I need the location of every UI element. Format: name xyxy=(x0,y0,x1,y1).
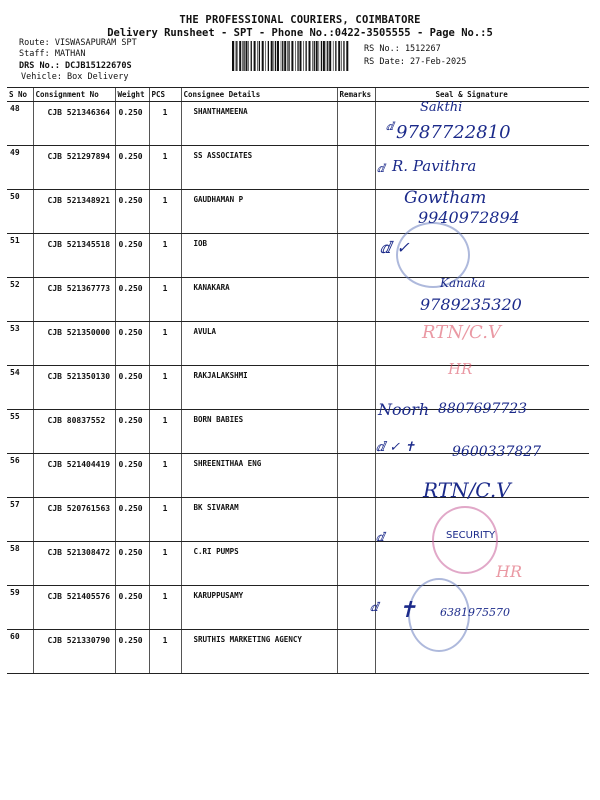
signature-row60-phone: 6381975570 xyxy=(440,606,510,619)
signature-row48-name: Sakthi xyxy=(420,100,463,115)
cell-pcs: 1 xyxy=(149,498,181,542)
cell-consignee-details: KANAKARA xyxy=(181,278,337,322)
cell-pcs: 1 xyxy=(149,410,181,454)
signature-row49: R. Pavithra xyxy=(392,157,477,175)
route-label: Route: VISWASAPURAM SPT xyxy=(19,38,137,48)
staff-label: Staff: MATHAN xyxy=(19,49,86,59)
cell-consignment-no: CJB 521345518 xyxy=(33,234,115,278)
tick-mark: ⅆ xyxy=(386,120,394,133)
signature-row50-name: Gowtham xyxy=(404,188,487,208)
remark-row59: HR xyxy=(496,562,522,581)
signature-row55-name: Noorh xyxy=(378,400,430,419)
cell-pcs: 1 xyxy=(149,278,181,322)
cell-weight: 0.250 xyxy=(115,586,149,630)
cell-consignee-details: SRUTHIS MARKETING AGENCY xyxy=(181,630,337,674)
vehicle-label: Vehicle: Box Delivery xyxy=(21,72,129,82)
cell-consignee-details: BK SIVARAM xyxy=(181,498,337,542)
cell-weight: 0.250 xyxy=(115,322,149,366)
cell-remarks xyxy=(337,410,375,454)
signature-row52-phone: 9789235320 xyxy=(420,295,522,314)
stamp-security-text: SECURITY xyxy=(446,530,496,541)
signature-row48-phone: 9787722810 xyxy=(396,122,511,143)
cell-remarks xyxy=(337,190,375,234)
rs-number: RS No.: 1512267 xyxy=(364,44,441,54)
cell-weight: 0.250 xyxy=(115,102,149,146)
cell-consignment-no: CJB 521348921 xyxy=(33,190,115,234)
cell-pcs: 1 xyxy=(149,322,181,366)
cell-sno: 57 xyxy=(7,498,33,542)
cell-pcs: 1 xyxy=(149,190,181,234)
cell-pcs: 1 xyxy=(149,146,181,190)
cell-remarks xyxy=(337,146,375,190)
cell-consignment-no: CJB 520761563 xyxy=(33,498,115,542)
cell-weight: 0.250 xyxy=(115,366,149,410)
cell-consignee-details: SHREENITHAA ENG xyxy=(181,454,337,498)
cell-consignee-details: SS ASSOCIATES xyxy=(181,146,337,190)
cell-weight: 0.250 xyxy=(115,410,149,454)
signature-row60-mark: ✝ xyxy=(398,598,417,623)
signature-row51: ⅆ ✓ xyxy=(380,238,410,257)
document-subtitle: Delivery Runsheet - SPT - Phone No.:0422-3505555 - Page No.:5 xyxy=(107,27,493,39)
cell-consignment-no: CJB 80837552 xyxy=(33,410,115,454)
cell-remarks xyxy=(337,498,375,542)
cell-weight: 0.250 xyxy=(115,278,149,322)
cell-remarks xyxy=(337,102,375,146)
table-row xyxy=(7,146,589,190)
cell-consignment-no: CJB 521308472 xyxy=(33,542,115,586)
rs-date: RS Date: 27-Feb-2025 xyxy=(364,57,467,67)
cell-weight: 0.250 xyxy=(115,498,149,542)
cell-remarks xyxy=(337,454,375,498)
remark-row57: RTN/C.V xyxy=(423,478,511,502)
table-row xyxy=(7,234,589,278)
cell-consignee-details: BORN BABIES xyxy=(181,410,337,454)
cell-consignment-no: CJB 521404419 xyxy=(33,454,115,498)
cell-pcs: 1 xyxy=(149,366,181,410)
signature-row50-phone: 9940972894 xyxy=(418,208,520,227)
col-weight: Weight xyxy=(115,88,149,102)
tick-mark: ⅆ xyxy=(370,600,379,614)
col-consignment: Consignment No xyxy=(33,88,115,102)
cell-sno: 58 xyxy=(7,542,33,586)
col-remarks: Remarks xyxy=(337,88,375,102)
document-title: THE PROFESSIONAL COURIERS, COIMBATORE xyxy=(179,14,421,26)
cell-weight: 0.250 xyxy=(115,234,149,278)
cell-remarks xyxy=(337,542,375,586)
remark-row53: RTN/C.V xyxy=(422,322,501,343)
cell-sno: 59 xyxy=(7,586,33,630)
cell-consignment-no: CJB 521350130 xyxy=(33,366,115,410)
col-sno: S No xyxy=(7,88,33,102)
col-seal-signature: Seal & Signature xyxy=(375,88,589,102)
remark-row54: HR xyxy=(448,360,473,378)
cell-consignment-no: CJB 521367773 xyxy=(33,278,115,322)
cell-pcs: 1 xyxy=(149,102,181,146)
cell-sno: 51 xyxy=(7,234,33,278)
table-row xyxy=(7,498,589,542)
cell-consignment-no: CJB 521350000 xyxy=(33,322,115,366)
signature-row55-phone: 8807697723 xyxy=(438,401,528,417)
cell-weight: 0.250 xyxy=(115,454,149,498)
tick-mark: ⅆ xyxy=(376,530,385,544)
cell-sno: 60 xyxy=(7,630,33,674)
cell-weight: 0.250 xyxy=(115,542,149,586)
cell-remarks xyxy=(337,322,375,366)
barcode-image xyxy=(232,41,350,71)
cell-consignment-no: CJB 521297894 xyxy=(33,146,115,190)
col-pcs: PCS xyxy=(149,88,181,102)
cell-consignee-details: RAKJALAKSHMI xyxy=(181,366,337,410)
signature-row56-mark: ⅆ ✓ ✝ xyxy=(376,440,416,455)
drs-number: DRS No.: DCJB15122670S xyxy=(19,61,132,71)
table-row xyxy=(7,322,589,366)
cell-pcs: 1 xyxy=(149,630,181,674)
cell-consignment-no: CJB 521330790 xyxy=(33,630,115,674)
cell-sno: 56 xyxy=(7,454,33,498)
cell-sno: 52 xyxy=(7,278,33,322)
cell-remarks xyxy=(337,278,375,322)
col-consignee: Consignee Details xyxy=(181,88,337,102)
cell-consignee-details: IOB xyxy=(181,234,337,278)
cell-sno: 50 xyxy=(7,190,33,234)
cell-weight: 0.250 xyxy=(115,146,149,190)
cell-sno: 54 xyxy=(7,366,33,410)
cell-remarks xyxy=(337,234,375,278)
cell-pcs: 1 xyxy=(149,542,181,586)
cell-weight: 0.250 xyxy=(115,630,149,674)
cell-remarks xyxy=(337,630,375,674)
table-header-row xyxy=(7,88,589,102)
cell-sno: 49 xyxy=(7,146,33,190)
cell-consignee-details: C.RI PUMPS xyxy=(181,542,337,586)
signature-row56-phone: 9600337827 xyxy=(452,444,542,460)
cell-seal-signature xyxy=(375,630,589,674)
cell-sno: 48 xyxy=(7,102,33,146)
cell-consignment-no: CJB 521346364 xyxy=(33,102,115,146)
cell-pcs: 1 xyxy=(149,586,181,630)
runsheet-table xyxy=(7,87,589,674)
tick-mark: ⅆ xyxy=(377,162,385,175)
cell-consignee-details: AVULA xyxy=(181,322,337,366)
cell-weight: 0.250 xyxy=(115,190,149,234)
table-row xyxy=(7,630,589,674)
cell-consignee-details: SHANTHAMEENA xyxy=(181,102,337,146)
cell-pcs: 1 xyxy=(149,454,181,498)
cell-consignment-no: CJB 521405576 xyxy=(33,586,115,630)
cell-remarks xyxy=(337,366,375,410)
signature-row52-name: Kanaka xyxy=(440,276,486,290)
cell-sno: 55 xyxy=(7,410,33,454)
cell-consignee-details: KARUPPUSAMY xyxy=(181,586,337,630)
cell-pcs: 1 xyxy=(149,234,181,278)
cell-consignee-details: GAUDHAMAN P xyxy=(181,190,337,234)
cell-sno: 53 xyxy=(7,322,33,366)
